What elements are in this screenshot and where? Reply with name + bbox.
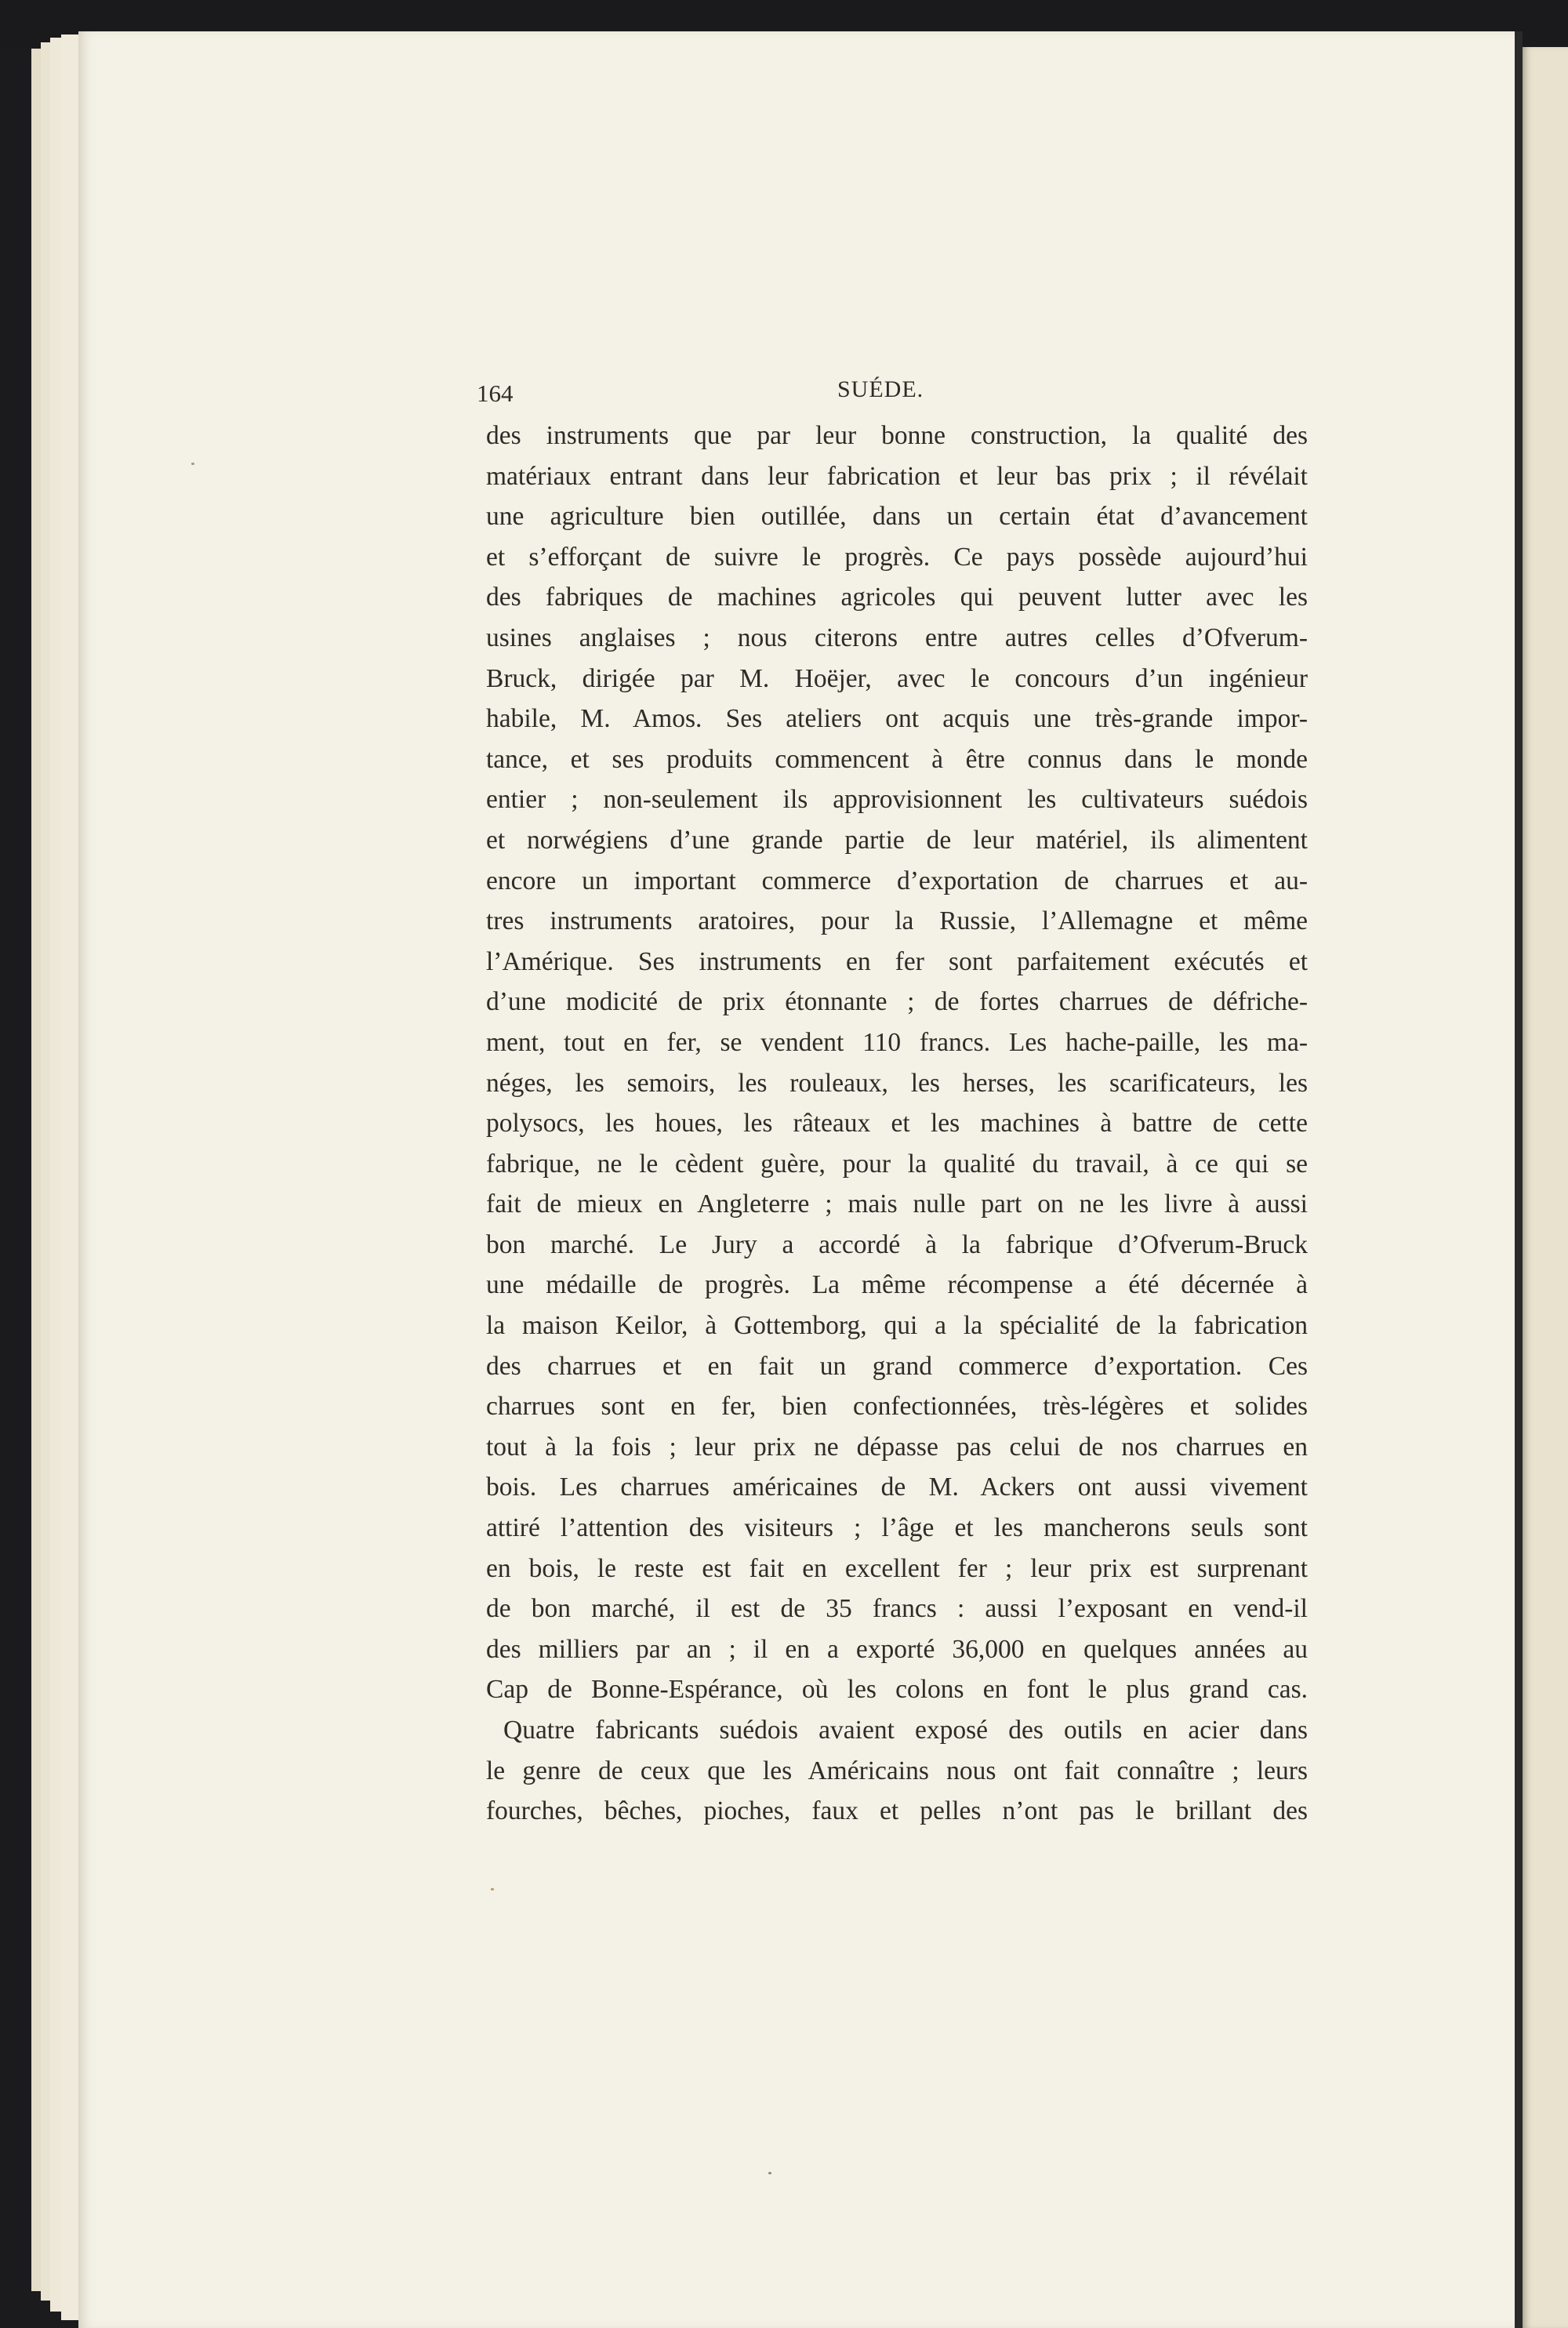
paper-speck	[191, 463, 194, 465]
text-line: encore un important commerce d’exportation de charrues et au-	[486, 866, 1308, 895]
text-line: habile, M. Amos. Ses ateliers ont acquis une très-grande impor-	[486, 704, 1308, 734]
text-line: le genre de ceux que les Américains nous ont fait connaître ; leurs	[486, 1756, 1308, 1785]
paper-speck	[768, 2172, 771, 2174]
text-line: l’Amérique. Ses instruments en fer sont parfaitement exécutés et	[486, 946, 1308, 976]
text-line: et s’efforçant de suivre le progrès. Ce pays possède aujourd’hui	[486, 542, 1308, 572]
next-page-edge	[1523, 47, 1568, 2328]
text-line: entier ; non-seulement ils approvisionnent les cultivateurs suédois	[486, 785, 1308, 815]
text-line: tout à la fois ; leur prix ne dépasse pas celui de nos charrues en	[486, 1432, 1308, 1462]
running-head: SUÉDE.	[837, 376, 924, 402]
text-line: fait de mieux en Angleterre ; mais nulle part on ne les livre à aussi	[486, 1189, 1308, 1219]
text-line: fabrique, ne le cèdent guère, pour la qualité du travail, à ce qui se	[486, 1149, 1308, 1179]
text-line: tance, et ses produits commencent à être connus dans le monde	[486, 744, 1308, 774]
text-line: bois. Les charrues américaines de M. Ackers ont aussi vivement	[486, 1473, 1308, 1502]
text-line: d’une modicité de prix étonnante ; de fortes charrues de défriche-	[486, 987, 1308, 1017]
text-line: des milliers par an ; il en a exporté 36,000 en quelques années au	[486, 1634, 1308, 1664]
page-header	[477, 373, 1308, 412]
text-line: Quatre fabricants suédois avaient exposé des outils en acier dans	[503, 1716, 1308, 1745]
paper-speck	[491, 1888, 494, 1890]
text-line: attiré l’attention des visiteurs ; l’âge et les mancherons seuls sont	[486, 1513, 1308, 1543]
text-line: ment, tout en fer, se vendent 110 francs. Les hache-paille, les ma-	[486, 1027, 1308, 1057]
text-line: tres instruments aratoires, pour la Russie, l’Allemagne et même	[486, 906, 1308, 936]
text-line: des instruments que par leur bonne construction, la qualité des	[486, 421, 1308, 450]
text-line: fourches, bêches, pioches, faux et pelles n’ont pas le brillant des	[486, 1796, 1308, 1826]
text-line: Bruck, dirigée par M. Hoëjer, avec le concours d’un ingénieur	[486, 663, 1308, 693]
text-line: des fabriques de machines agricoles qui peuvent lutter avec les	[486, 583, 1308, 612]
text-line: la maison Keilor, à Gottemborg, qui a la spécialité de la fabrication	[486, 1311, 1308, 1341]
text-line: charrues sont en fer, bien confectionnées, très-légères et solides	[486, 1392, 1308, 1422]
page-number: 164	[477, 380, 514, 407]
text-line: bon marché. Le Jury a accordé à la fabrique d’Ofverum-Bruck	[486, 1229, 1308, 1259]
text-line: Cap de Bonne-Espérance, où les colons en font le plus grand cas.	[486, 1675, 1308, 1705]
text-line: en bois, le reste est fait en excellent fer ; leur prix est surprenant	[486, 1553, 1308, 1583]
text-line: des charrues et en fait un grand commerce d’exportation. Ces	[486, 1351, 1308, 1381]
book-gutter	[1515, 31, 1523, 2328]
text-line: de bon marché, il est de 35 francs : aussi l’exposant en vend-il	[486, 1594, 1308, 1624]
text-line: une médaille de progrès. La même récompense a été décernée à	[486, 1270, 1308, 1300]
text-line: une agriculture bien outillée, dans un certain état d’avancement	[486, 502, 1308, 532]
body-text	[486, 416, 1308, 1832]
text-line: néges, les semoirs, les rouleaux, les herses, les scarificateurs, les	[486, 1068, 1308, 1098]
text-line: usines anglaises ; nous citerons entre autres celles d’Ofverum-	[486, 623, 1308, 652]
text-line: matériaux entrant dans leur fabrication et leur bas prix ; il révélait	[486, 461, 1308, 491]
text-line: et norwégiens d’une grande partie de leur matériel, ils alimentent	[486, 825, 1308, 855]
text-line: polysocs, les houes, les râteaux et les machines à battre de cette	[486, 1109, 1308, 1139]
